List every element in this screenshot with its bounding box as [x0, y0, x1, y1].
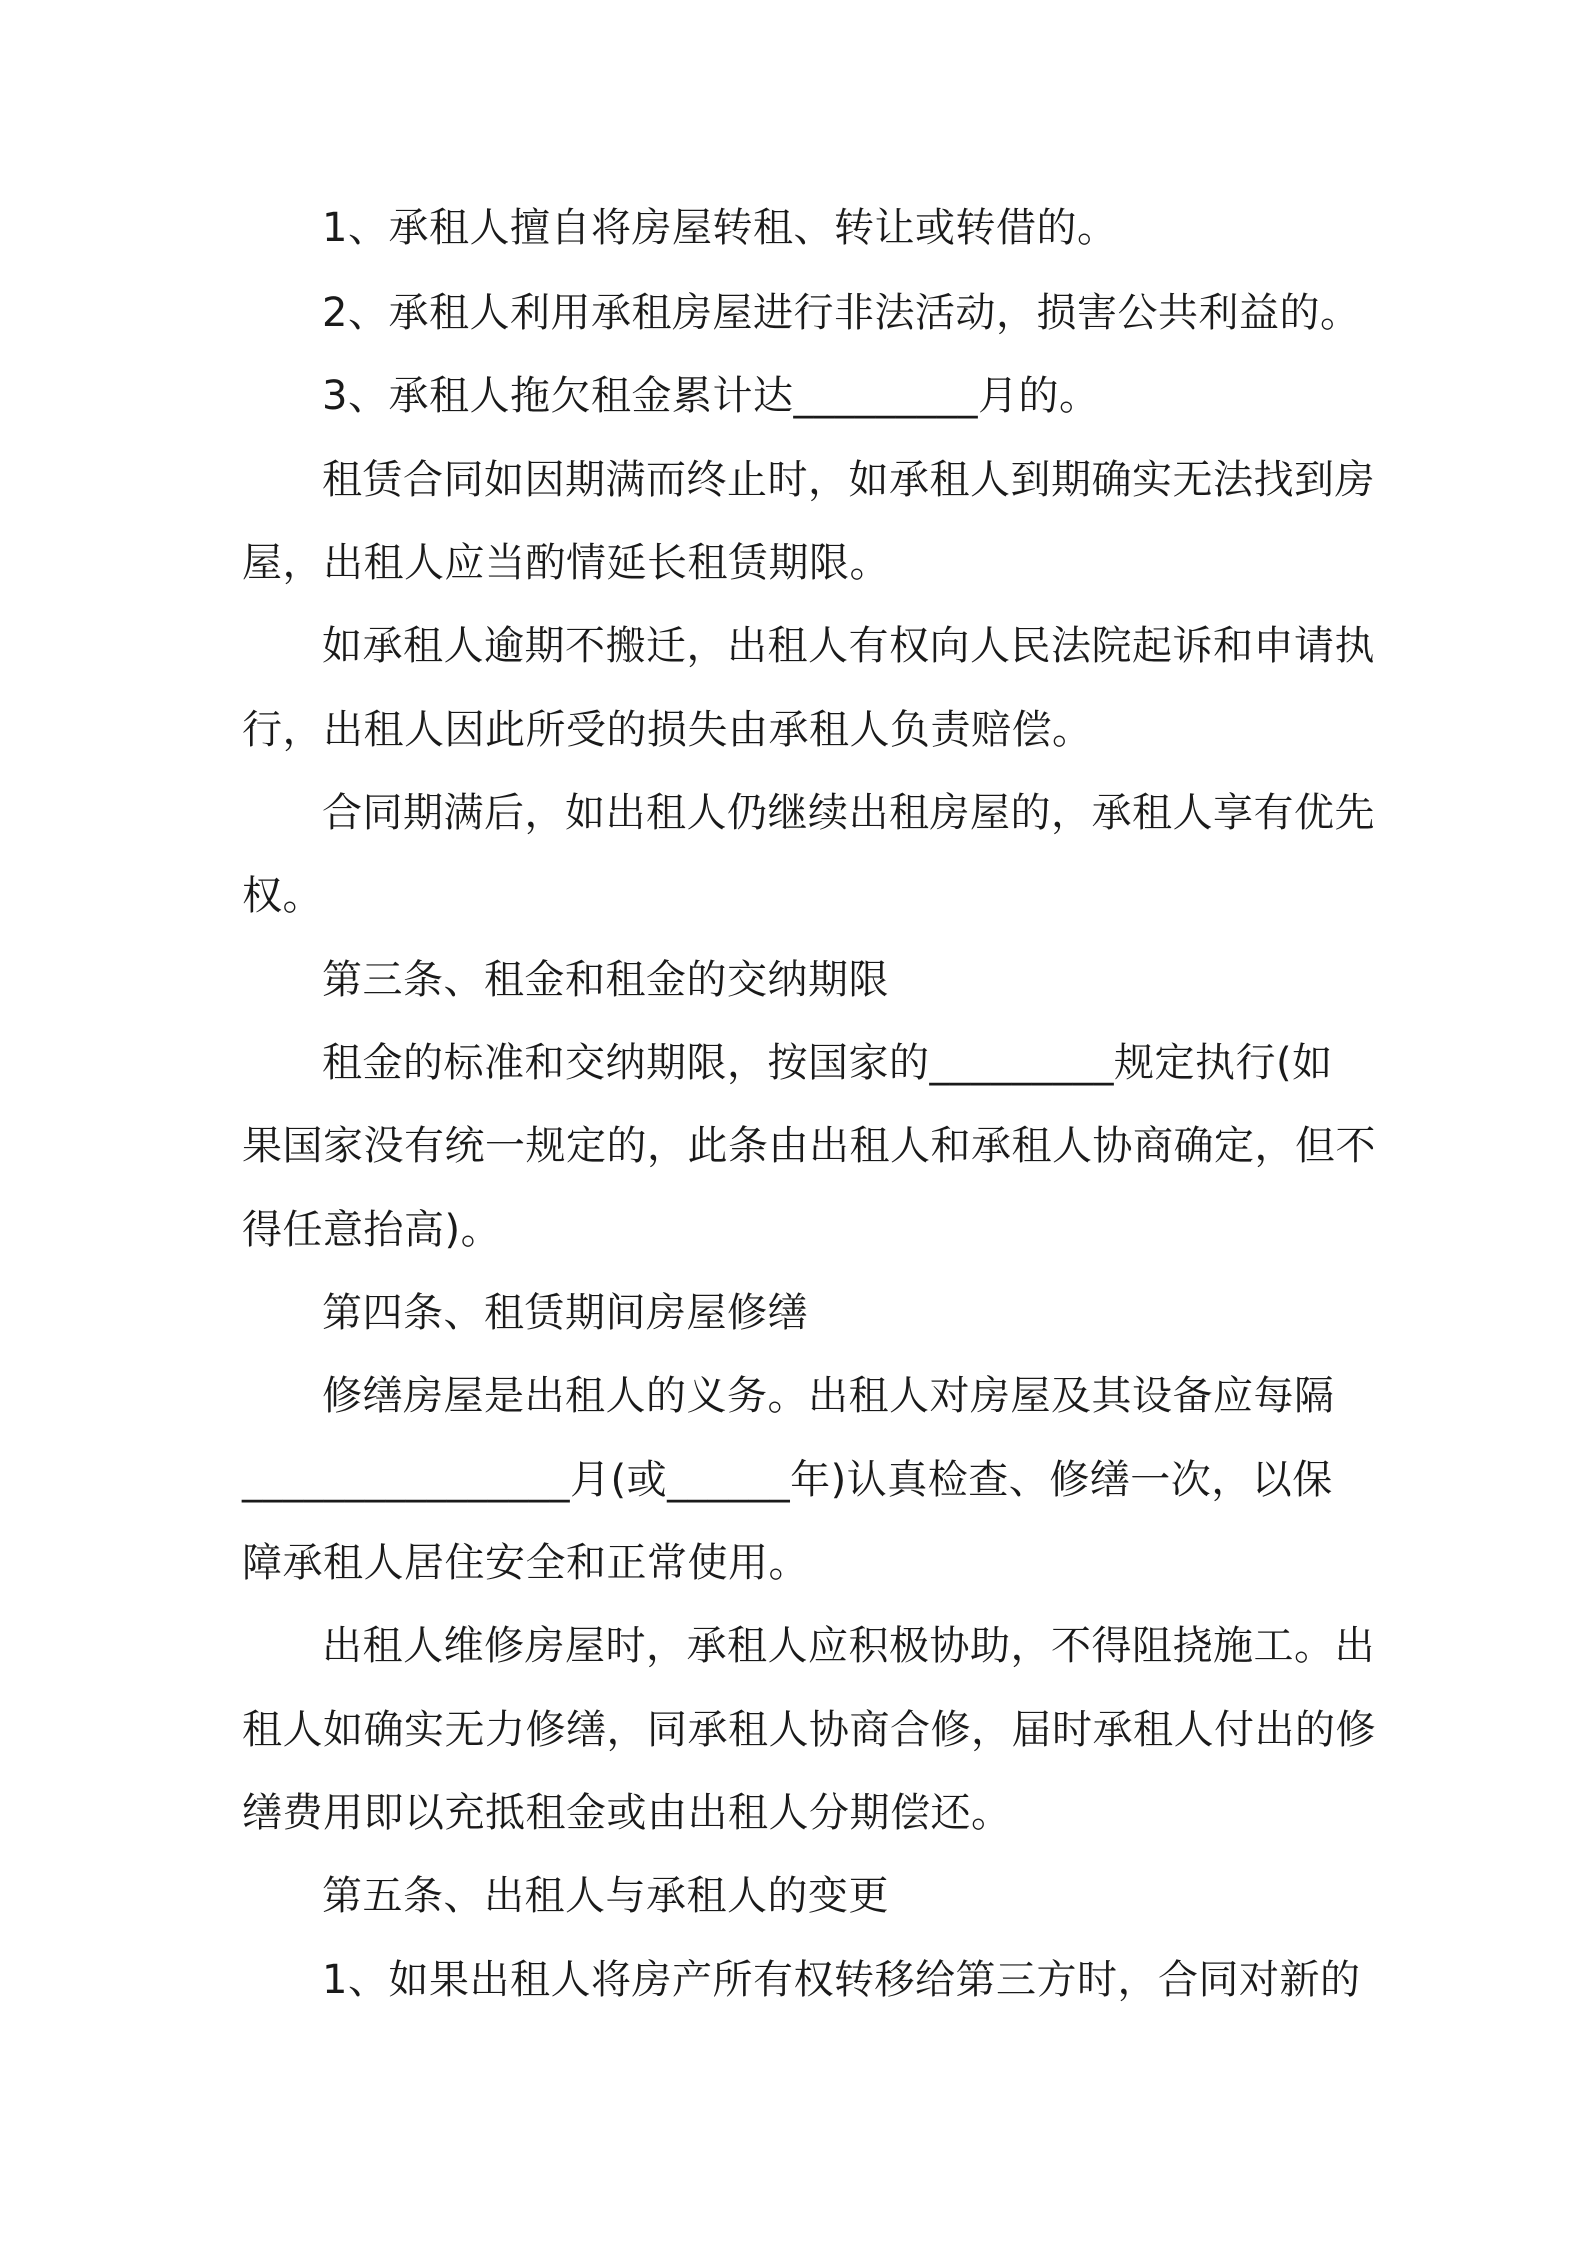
paragraph-line: 权。: [242, 873, 323, 919]
section-heading-article-5: 第五条、出租人与承租人的变更: [322, 1873, 889, 1919]
paragraph-line: 租赁合同如因期满而终止时，如承租人到期确实无法找到房: [322, 457, 1375, 503]
clause-item-2: 2、承租人利用承租房屋进行非法活动，损害公共利益的。: [322, 290, 1361, 336]
paragraph-line: 屋，出租人应当酌情延长租赁期限。: [242, 540, 890, 586]
paragraph-line: 缮费用即以充抵租金或由出租人分期偿还。: [242, 1790, 1012, 1836]
paragraph-line: 果国家没有统一规定的，此条由出租人和承租人协商确定，但不: [242, 1123, 1376, 1169]
paragraph-line: 租金的标准和交纳期限，按国家的_________规定执行(如: [322, 1040, 1333, 1086]
paragraph-line: 障承租人居住安全和正常使用。: [242, 1540, 809, 1586]
paragraph-line: ________________月(或______年)认真检查、修缮一次，以保: [242, 1457, 1333, 1503]
paragraph-line: 修缮房屋是出租人的义务。出租人对房屋及其设备应每隔: [322, 1373, 1335, 1419]
clause-item-3: 3、承租人拖欠租金累计达_________月的。: [322, 373, 1100, 419]
section-heading-article-4: 第四条、租赁期间房屋修缮: [322, 1290, 808, 1336]
paragraph-line: 出租人维修房屋时，承租人应积极协助，不得阻挠施工。出: [322, 1623, 1375, 1669]
section-heading-article-3: 第三条、租金和租金的交纳期限: [322, 957, 889, 1003]
paragraph-line: 租人如确实无力修缮，同承租人协商合修，届时承租人付出的修: [242, 1707, 1376, 1753]
paragraph-line: 如承租人逾期不搬迁，出租人有权向人民法院起诉和申请执: [322, 623, 1375, 669]
clause-item-1: 1、承租人擅自将房屋转租、转让或转借的。: [322, 205, 1118, 251]
clause-item-1: 1、如果出租人将房产所有权转移给第三方时，合同对新的: [322, 1957, 1361, 2003]
paragraph-line: 行，出租人因此所受的损失由承租人负责赔偿。: [242, 707, 1093, 753]
paragraph-line: 得任意抬高)。: [242, 1207, 502, 1253]
paragraph-line: 合同期满后，如出租人仍继续出租房屋的，承租人享有优先: [322, 790, 1375, 836]
